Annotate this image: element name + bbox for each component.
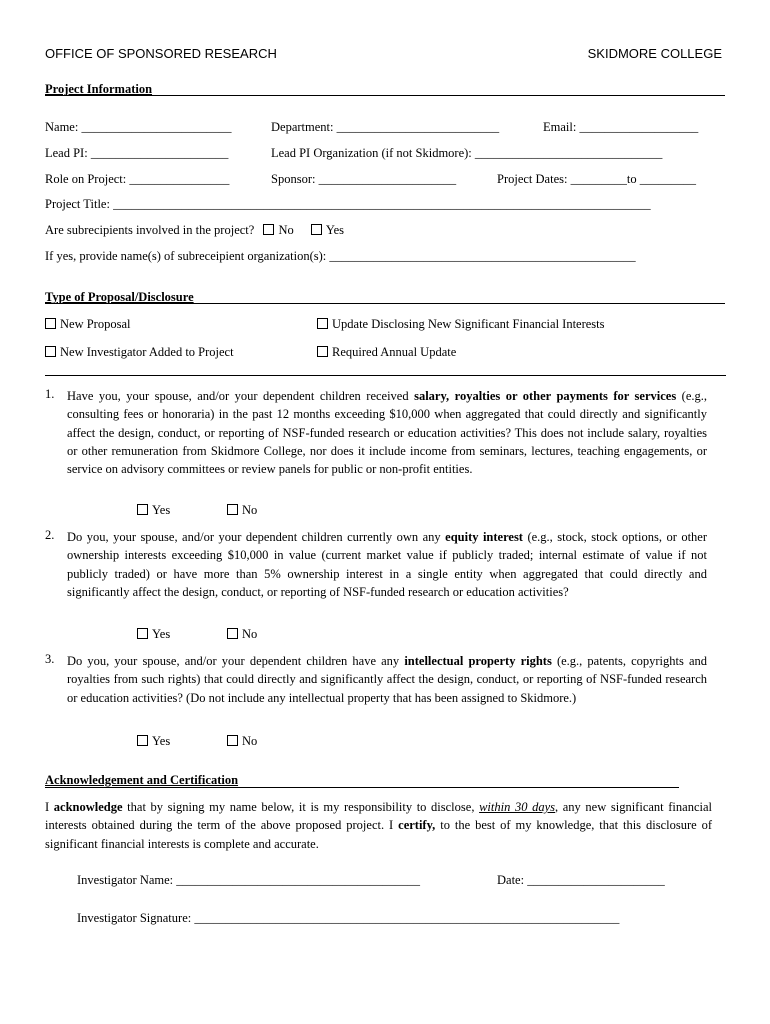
checkbox-icon[interactable]: [227, 504, 238, 515]
q2-yes[interactable]: [137, 627, 170, 642]
checkbox-icon[interactable]: [137, 504, 148, 515]
option-annual-update[interactable]: [317, 345, 456, 360]
sponsor-field[interactable]: Sponsor: ______________________: [271, 172, 457, 186]
yes-label: Yes: [152, 734, 171, 748]
checkbox-icon[interactable]: [137, 628, 148, 639]
role-field[interactable]: Role on Project: ________________: [45, 172, 230, 186]
no-label: No: [278, 223, 294, 237]
yes-label: Yes: [152, 503, 171, 517]
option-label: New Investigator Added to Project: [60, 345, 234, 359]
subrecipients-question: [45, 223, 344, 238]
q1-no[interactable]: [227, 503, 257, 518]
section-rule: [45, 303, 725, 304]
ack-title: Acknowledgement and Certification: [45, 773, 239, 787]
q2-no[interactable]: [227, 627, 257, 642]
option-update-disclosing[interactable]: [317, 317, 605, 332]
office-heading: OFFICE OF SPONSORED RESEARCH: [45, 46, 277, 61]
q3-no[interactable]: [227, 734, 257, 749]
section-rule: [45, 787, 679, 788]
subrecipients-label: Are subrecipients involved in the project?: [45, 223, 255, 237]
question-number: 1.: [45, 387, 55, 401]
checkbox-icon[interactable]: [227, 735, 238, 746]
question-3-text: Do you, your spouse, and/or your dependent children have any intellectual property rights (e.g., patents, copyrights and royalties from such rights) that could directly and significantly affect the design, conduct, or reporting of NSF-funded research or education activities? (Do not include any intellectual property that has been assigned to Skidmore.): [67, 654, 708, 705]
q3-yes[interactable]: [137, 734, 170, 749]
option-label: Required Annual Update: [332, 345, 457, 359]
yes-label: Yes: [325, 223, 345, 237]
investigator-name-field[interactable]: Investigator Name: _______________________________________: [77, 873, 421, 887]
subrecipients-no[interactable]: [263, 223, 293, 237]
no-label: No: [242, 627, 258, 641]
option-label: New Proposal: [60, 317, 131, 331]
q1-yes[interactable]: [137, 503, 170, 518]
proposal-title: Type of Proposal/Disclosure: [45, 290, 194, 304]
checkbox-icon[interactable]: [45, 318, 56, 329]
section-rule: [45, 375, 726, 376]
question-1-text: Have you, your spouse, and/or your dependent children received salary, royalties or other payments for services (e.g., consulting fees or honoraria) in the past 12 months exceeding $10,000 when aggregated that could directly and significantly affect the design, conduct, or reporting of NSF-funded research or education activities? This does not include salary, royalties or other remuneration from Skidmore College, nor does it include income from seminars, lectures, teaching engagements, or service on advisory committees or review panels for public or non-profit entities.: [67, 389, 707, 477]
checkbox-icon[interactable]: [311, 224, 322, 235]
no-label: No: [242, 503, 258, 517]
option-label: Update Disclosing New Significant Financial Interests: [332, 317, 605, 331]
investigator-signature-field[interactable]: Investigator Signature: ____________________________________________________________________: [77, 911, 620, 925]
checkbox-icon[interactable]: [45, 346, 56, 357]
question-2-text: Do you, your spouse, and/or your dependent children currently own any equity interest (e.g., stock, stock options, or other ownership interests exceeding $10,000 in value (current market value if publicly traded; internal estimate of value if not publicly traded) or have more than 5% ownership interest in a single entity when aggregated that could directly and significantly affect the design, conduct, or reporting of NSF-funded research or education activities?: [67, 530, 708, 599]
email-field[interactable]: Email: ___________________: [543, 120, 699, 134]
lead-pi-org-field[interactable]: Lead PI Organization (if not Skidmore): ______________________________: [271, 146, 663, 160]
option-new-investigator[interactable]: [45, 345, 234, 360]
project-dates-field[interactable]: Project Dates: _________to _________: [497, 172, 696, 186]
checkbox-icon[interactable]: [317, 318, 328, 329]
checkbox-icon[interactable]: [263, 224, 274, 235]
project-title-field[interactable]: Project Title: ______________________________________________________________________________________: [45, 197, 651, 211]
project-info-title: Project Information: [45, 82, 153, 96]
checkbox-icon[interactable]: [227, 628, 238, 639]
checkbox-icon[interactable]: [137, 735, 148, 746]
question-number: 3.: [45, 652, 55, 666]
question-number: 2.: [45, 528, 55, 542]
subrecipients-yes[interactable]: [311, 223, 344, 237]
section-rule: [45, 95, 725, 96]
no-label: No: [242, 734, 258, 748]
date-field[interactable]: Date: ______________________: [497, 873, 665, 887]
yes-label: Yes: [152, 627, 171, 641]
option-new-proposal[interactable]: [45, 317, 130, 332]
ack-paragraph: I acknowledge that by signing my name below, it is my responsibility to disclose, within 30 days, any new significant financial interests obtained during the term of the above proposed project. I certify, to the best of my knowledge, that this disclosure of significant financial interests is complete and accurate.: [45, 800, 713, 851]
checkbox-icon[interactable]: [317, 346, 328, 357]
name-field[interactable]: Name: ________________________: [45, 120, 232, 134]
college-heading: SKIDMORE COLLEGE: [587, 46, 722, 61]
lead-pi-field[interactable]: Lead PI: ______________________: [45, 146, 229, 160]
department-field[interactable]: Department: __________________________: [271, 120, 500, 134]
subrecipients-names-field[interactable]: If yes, provide name(s) of subreceipient organization(s): _________________________________________________: [45, 249, 636, 263]
